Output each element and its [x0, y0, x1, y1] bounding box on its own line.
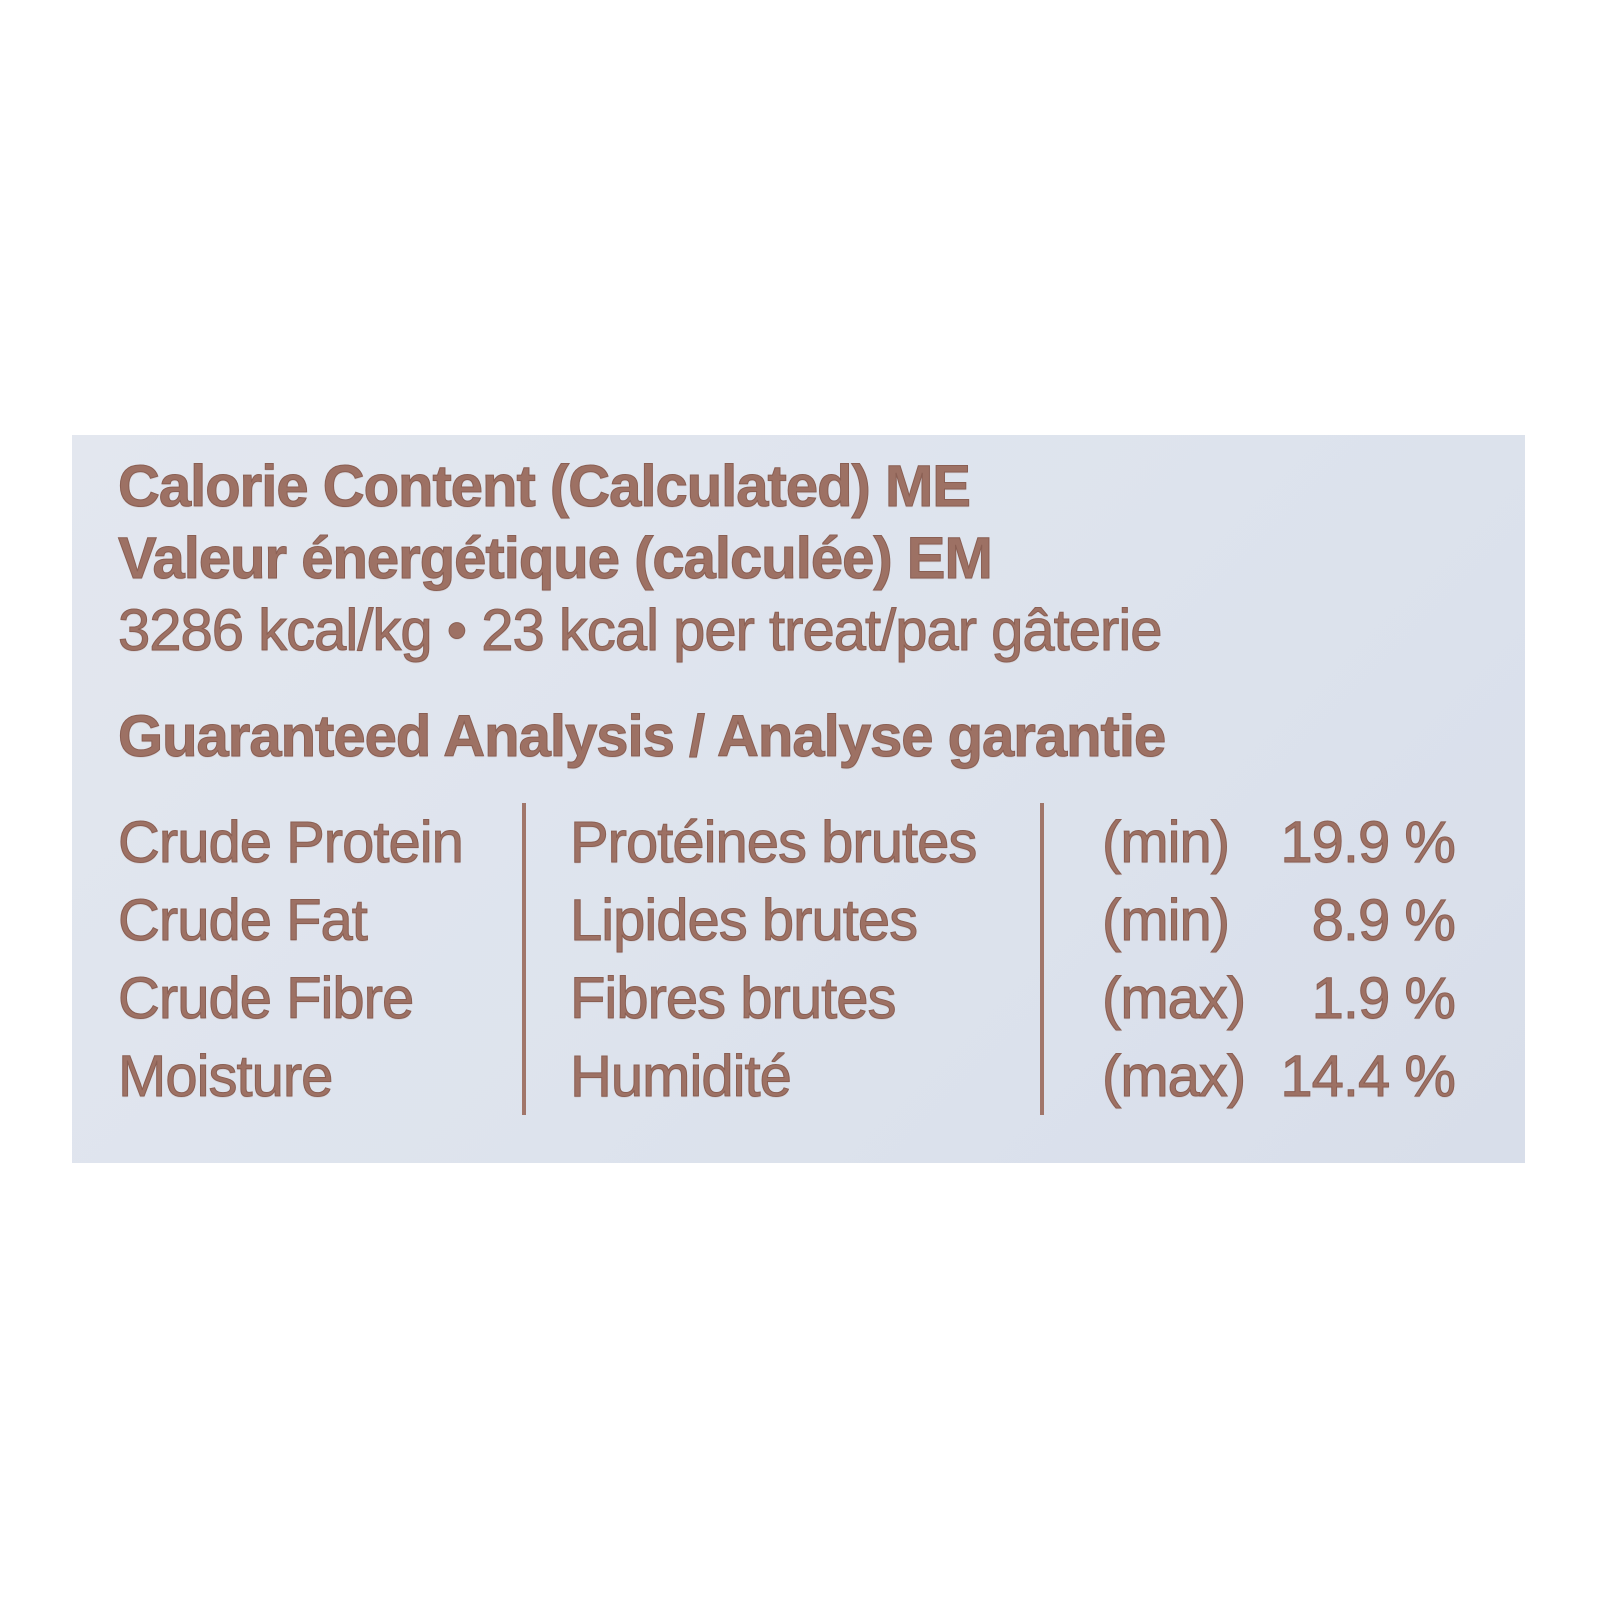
nutrient-name-en: Crude Fat: [118, 887, 367, 953]
nutrient-name-fr: Lipides brutes: [570, 887, 918, 953]
min-max-qualifier: (min): [1102, 809, 1230, 875]
guaranteed-analysis-heading: Guaranteed Analysis / Analyse garantie: [118, 704, 1166, 769]
nutrient-name-en: Moisture: [118, 1043, 333, 1109]
min-max-qualifier: (min): [1102, 887, 1230, 953]
calorie-content-title-fr: Valeur énergétique (calculée) EM: [118, 526, 992, 591]
table-row-crude-fibre: [118, 959, 1455, 1037]
nutrient-value: 8.9 %: [1311, 887, 1455, 953]
nutrient-value: 1.9 %: [1311, 965, 1455, 1031]
calorie-content-title-en: Calorie Content (Calculated) ME: [118, 454, 970, 519]
table-row-crude-protein: [118, 803, 1455, 881]
nutrient-name-en: Crude Fibre: [118, 965, 414, 1031]
min-max-qualifier: (max): [1102, 965, 1246, 1031]
min-max-qualifier: (max): [1102, 1043, 1246, 1109]
nutrient-name-fr: Fibres brutes: [570, 965, 896, 1031]
nutrient-value: 14.4 %: [1280, 1043, 1455, 1109]
table-row-moisture: [118, 1037, 1455, 1115]
guaranteed-analysis-table: [118, 803, 1455, 1115]
calorie-content-values: 3286 kcal/kg • 23 kcal per treat/par gâterie: [118, 598, 1162, 663]
nutrient-name-fr: Humidité: [570, 1043, 791, 1109]
nutrient-name-en: Crude Protein: [118, 809, 463, 875]
nutrient-value: 19.9 %: [1280, 809, 1455, 875]
table-row-crude-fat: [118, 881, 1455, 959]
nutrient-name-fr: Protéines brutes: [570, 809, 977, 875]
nutrition-label-panel: [72, 435, 1525, 1163]
